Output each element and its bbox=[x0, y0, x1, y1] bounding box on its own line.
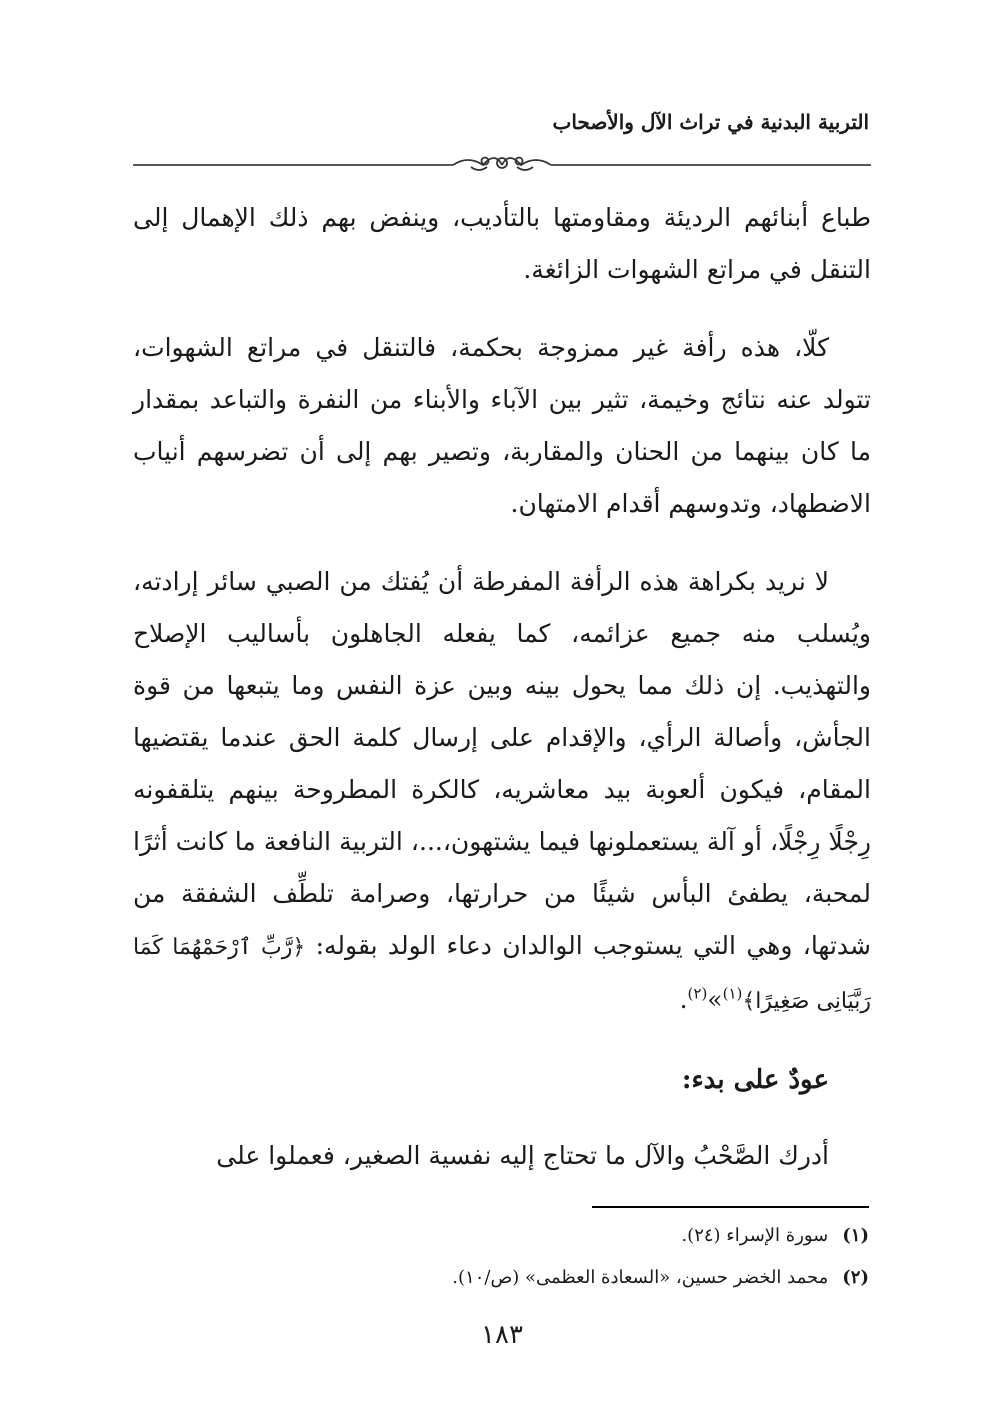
paragraph-end: . bbox=[679, 985, 688, 1014]
footnote-text: محمد الخضر حسين، «السعادة العظمى» (ص/١٠). bbox=[452, 1267, 829, 1288]
footnote-separator bbox=[592, 1206, 869, 1208]
running-title: التربية البدنية في تراث الآل والأصحاب bbox=[552, 110, 869, 134]
paragraph: طباع أبنائهم الرديئة ومقاومتها بالتأديب، وينفض بهم ذلك الإهمال إلى التنقل في مراتع الشهوات الزائغة. bbox=[133, 203, 871, 284]
footnote-text: سورة الإسراء (٢٤). bbox=[681, 1225, 829, 1246]
section-heading: عودٌ على بدء: bbox=[681, 1065, 829, 1095]
paragraph: أدرك الصَّحْبُ والآل ما تحتاج إليه نفسية الصغير، فعملوا على bbox=[216, 1141, 829, 1170]
paragraph bbox=[133, 556, 871, 1028]
closing-quote: » bbox=[707, 985, 723, 1014]
page-number: ١٨٣ bbox=[481, 1320, 523, 1350]
paragraph: كلّا، هذه رأفة غير ممزوجة بحكمة، فالتنقل في مراتع الشهوات، تتولد عنه نتائج وخيمة، تثير بين الآباء والأبناء من النفرة والتباعد بمقدار ما كان بينهما من الحنان والمقاربة، وتصير بهم إلى أن تضرسهم أنياب الاضطهاد، وتدوسهم أقدام الامتهان. bbox=[133, 333, 871, 518]
footnote-number: (١) bbox=[842, 1225, 869, 1246]
footnote-marker: (١) bbox=[722, 984, 743, 1003]
footnotes bbox=[131, 1221, 869, 1305]
paragraph-text: لا نريد بكراهة هذه الرأفة المفرطة أن يُفتك من الصبي سائر إرادته، ويُسلب منه جميع عزائمه، كما يفعله الجاهلون بأساليب الإصلاح والتهذيب. إن ذلك مما يحول بينه وبين عزة النفس وما يتبعها من قوة الجأش، وأصالة الرأي، والإقدام على إرسال كلمة الحق عندما يقتضيها المقام، فيكون ألعوبة بيد معاشريه، كالكرة المطروحة بينهم يتلقفونه رِجْلًا رِجْلًا، أو آلة يستعملونها فيما يشتهون،...، التربية النافعة ما كانت أثرًا لمحبة، يطفئ البأس شيئًا من حرارتها، وصرامة تلطِّف الشفقة من شدتها، وهي التي يستوجب الوالدان دعاء الولد بقوله: bbox=[133, 567, 871, 960]
footnote bbox=[131, 1263, 869, 1305]
footnote-number: (٢) bbox=[842, 1267, 869, 1288]
ornamental-divider bbox=[133, 143, 871, 173]
main-text bbox=[133, 192, 871, 1208]
footnote-marker: (٢) bbox=[687, 984, 708, 1003]
quran-verse: ﴿رَّبِّ ٱرْحَمْهُمَا كَمَا رَبَّيَانِى صَغِيرًا﴾ bbox=[133, 935, 871, 1014]
footnote bbox=[131, 1221, 869, 1263]
